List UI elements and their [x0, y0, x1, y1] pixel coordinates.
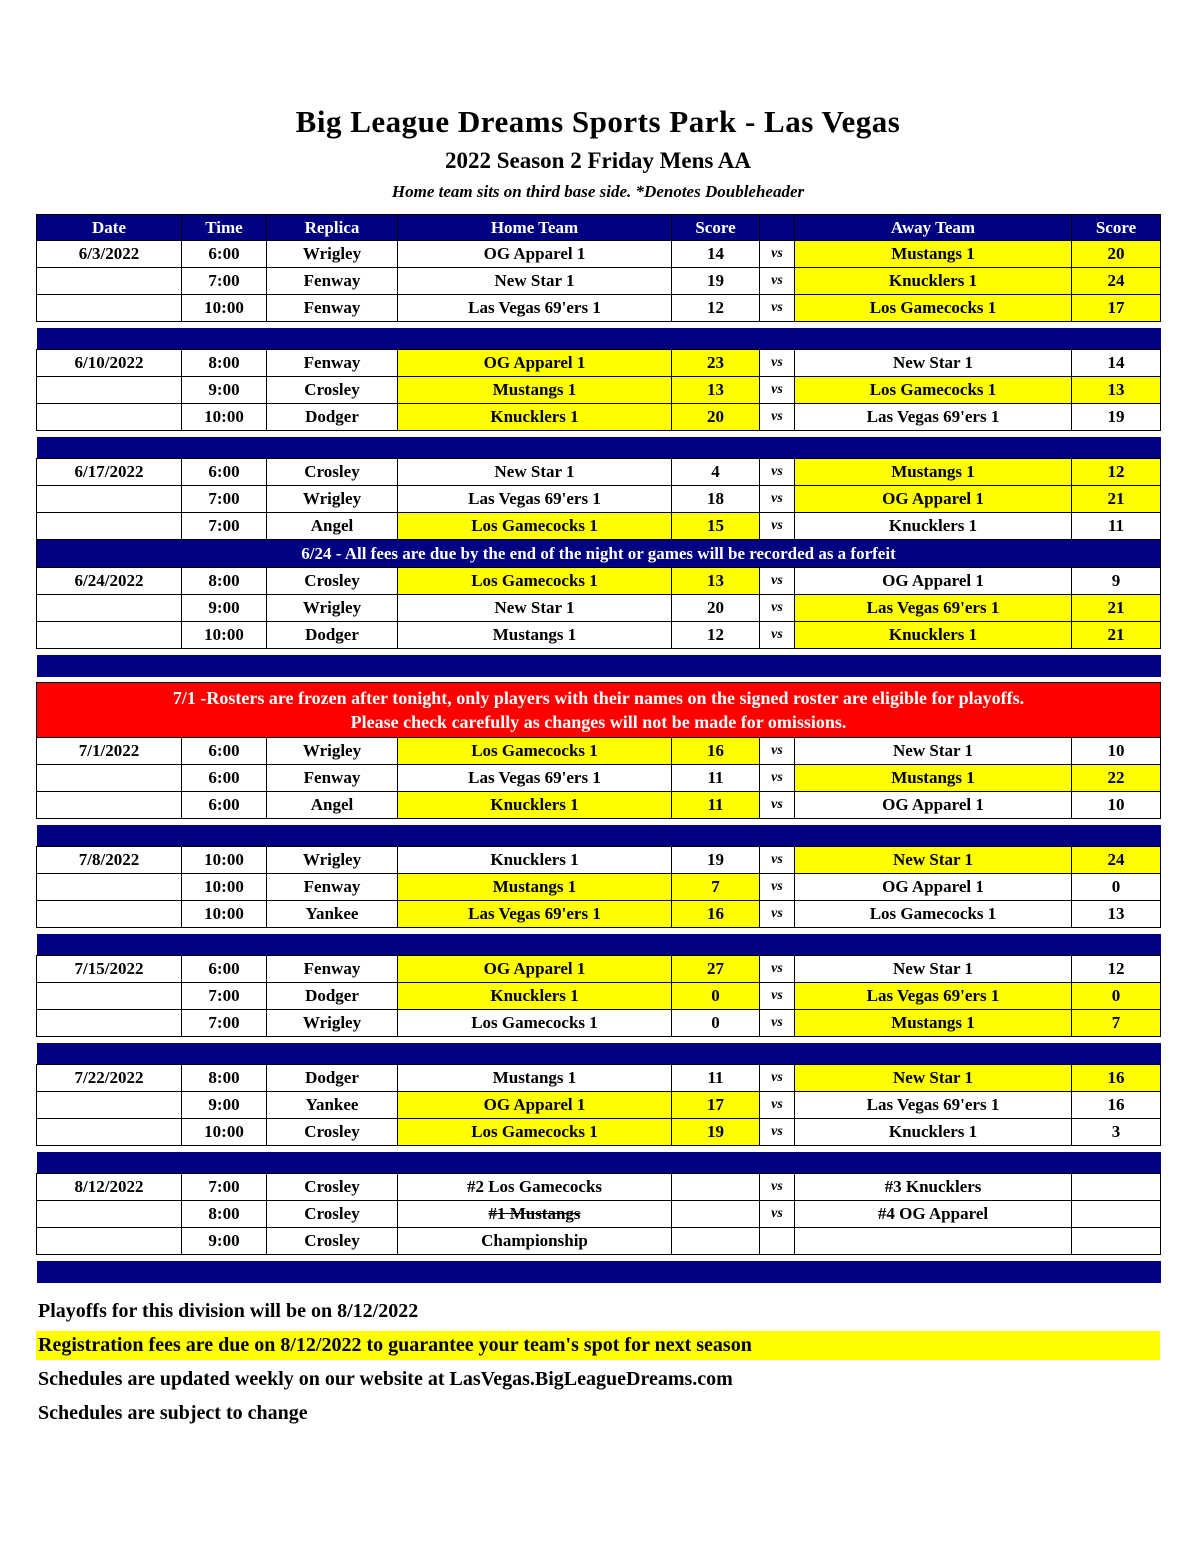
time-cell: 10:00	[182, 874, 267, 901]
away-score-cell	[1072, 1228, 1161, 1255]
time-cell: 6:00	[182, 792, 267, 819]
vs-cell	[760, 1228, 795, 1255]
home-team-cell: Los Gamecocks 1	[398, 568, 672, 595]
home-team-cell: New Star 1	[398, 459, 672, 486]
date-cell: 8/12/2022	[37, 1174, 182, 1201]
date-cell	[37, 622, 182, 649]
column-header-home-team: Home Team	[398, 215, 672, 241]
away-team-cell: Mustangs 1	[795, 765, 1072, 792]
separator-row	[37, 328, 1161, 350]
date-cell: 7/1/2022	[37, 738, 182, 765]
home-score-cell: 20	[672, 595, 760, 622]
time-cell: 6:00	[182, 738, 267, 765]
home-score-cell: 13	[672, 377, 760, 404]
separator-row	[37, 437, 1161, 459]
time-cell: 10:00	[182, 901, 267, 928]
replica-cell: Wrigley	[267, 1010, 398, 1037]
home-team-cell: #1 Mustangs	[398, 1201, 672, 1228]
away-score-cell: 14	[1072, 350, 1161, 377]
time-cell: 10:00	[182, 404, 267, 431]
away-score-cell: 11	[1072, 513, 1161, 540]
column-header-time: Time	[182, 215, 267, 241]
vs-cell: vs	[760, 983, 795, 1010]
home-team-cell: Knucklers 1	[398, 792, 672, 819]
vs-cell: vs	[760, 513, 795, 540]
game-row	[37, 404, 1161, 431]
away-score-cell: 12	[1072, 459, 1161, 486]
footer-note-highlighted: Registration fees are due on 8/12/2022 to guarantee your team's spot for next season	[36, 1331, 1160, 1360]
vs-cell: vs	[760, 241, 795, 268]
away-team-cell: Los Gamecocks 1	[795, 377, 1072, 404]
vs-cell: vs	[760, 1201, 795, 1228]
column-header-score: Score	[672, 215, 760, 241]
away-score-cell: 17	[1072, 295, 1161, 322]
time-cell: 7:00	[182, 1010, 267, 1037]
game-row	[37, 1092, 1161, 1119]
time-cell: 8:00	[182, 1201, 267, 1228]
away-score-cell: 7	[1072, 1010, 1161, 1037]
away-team-cell: Mustangs 1	[795, 241, 1072, 268]
game-row	[37, 1228, 1161, 1255]
separator-row	[37, 825, 1161, 847]
away-score-cell: 13	[1072, 377, 1161, 404]
footer-note: Schedules are subject to change	[38, 1401, 308, 1424]
away-score-cell	[1072, 1174, 1161, 1201]
notice-banner-row	[37, 540, 1161, 568]
date-cell: 6/24/2022	[37, 568, 182, 595]
away-team-cell: Mustangs 1	[795, 1010, 1072, 1037]
game-row	[37, 295, 1161, 322]
separator-band	[37, 1152, 1161, 1174]
away-team-cell: Knucklers 1	[795, 1119, 1072, 1146]
time-cell: 9:00	[182, 595, 267, 622]
date-cell: 6/17/2022	[37, 459, 182, 486]
schedule-table-head-row	[37, 215, 1161, 241]
replica-cell: Dodger	[267, 404, 398, 431]
home-team-cell: OG Apparel 1	[398, 956, 672, 983]
game-row	[37, 241, 1161, 268]
replica-cell: Wrigley	[267, 738, 398, 765]
game-row	[37, 1174, 1161, 1201]
vs-cell: vs	[760, 1092, 795, 1119]
away-team-cell: #3 Knucklers	[795, 1174, 1072, 1201]
vs-cell: vs	[760, 847, 795, 874]
home-score-cell: 13	[672, 568, 760, 595]
away-team-cell: New Star 1	[795, 847, 1072, 874]
home-team-cell: Knucklers 1	[398, 404, 672, 431]
home-team-cell: #2 Los Gamecocks	[398, 1174, 672, 1201]
time-cell: 6:00	[182, 765, 267, 792]
date-cell	[37, 765, 182, 792]
separator-band	[37, 934, 1161, 956]
home-team-cell: Mustangs 1	[398, 1065, 672, 1092]
vs-cell: vs	[760, 1119, 795, 1146]
separator-band	[37, 1261, 1161, 1283]
separator-row	[37, 1043, 1161, 1065]
time-cell: 9:00	[182, 1092, 267, 1119]
replica-cell: Angel	[267, 513, 398, 540]
vs-cell: vs	[760, 765, 795, 792]
home-team-cell: Championship	[398, 1228, 672, 1255]
home-team-cell: OG Apparel 1	[398, 1092, 672, 1119]
home-score-cell: 18	[672, 486, 760, 513]
replica-cell: Yankee	[267, 901, 398, 928]
replica-cell: Crosley	[267, 459, 398, 486]
date-cell	[37, 295, 182, 322]
home-score-cell	[672, 1201, 760, 1228]
away-team-cell: New Star 1	[795, 350, 1072, 377]
home-team-cell: New Star 1	[398, 268, 672, 295]
home-score-cell: 14	[672, 241, 760, 268]
home-score-cell	[672, 1174, 760, 1201]
home-team-cell: Las Vegas 69'ers 1	[398, 486, 672, 513]
away-team-cell: Las Vegas 69'ers 1	[795, 404, 1072, 431]
home-team-cell: Mustangs 1	[398, 622, 672, 649]
time-cell: 9:00	[182, 1228, 267, 1255]
column-header-replica: Replica	[267, 215, 398, 241]
time-cell: 8:00	[182, 1065, 267, 1092]
game-row	[37, 459, 1161, 486]
game-row	[37, 874, 1161, 901]
game-row	[37, 765, 1161, 792]
home-team-cell: Las Vegas 69'ers 1	[398, 295, 672, 322]
date-cell	[37, 595, 182, 622]
vs-cell: vs	[760, 622, 795, 649]
away-score-cell: 16	[1072, 1092, 1161, 1119]
home-score-cell: 19	[672, 268, 760, 295]
separator-band	[37, 825, 1161, 847]
separator-row	[37, 1261, 1161, 1283]
date-cell	[37, 377, 182, 404]
home-team-note: Home team sits on third base side. *Denotes Doubleheader	[391, 182, 805, 201]
separator-row	[37, 1152, 1161, 1174]
replica-cell: Wrigley	[267, 486, 398, 513]
home-team-cell: Los Gamecocks 1	[398, 1010, 672, 1037]
footer-note: Playoffs for this division will be on 8/12/2022	[38, 1299, 419, 1322]
game-row	[37, 350, 1161, 377]
away-team-cell	[795, 1228, 1072, 1255]
home-score-cell: 11	[672, 1065, 760, 1092]
game-row	[37, 738, 1161, 765]
home-team-cell: OG Apparel 1	[398, 350, 672, 377]
game-row	[37, 956, 1161, 983]
replica-cell: Wrigley	[267, 241, 398, 268]
away-team-cell: #4 OG Apparel	[795, 1201, 1072, 1228]
replica-cell: Dodger	[267, 622, 398, 649]
home-score-cell: 20	[672, 404, 760, 431]
vs-cell: vs	[760, 377, 795, 404]
game-row	[37, 513, 1161, 540]
replica-cell: Fenway	[267, 874, 398, 901]
replica-cell: Fenway	[267, 268, 398, 295]
home-score-cell	[672, 1228, 760, 1255]
game-row	[37, 1010, 1161, 1037]
date-cell	[37, 1092, 182, 1119]
away-team-cell: OG Apparel 1	[795, 874, 1072, 901]
away-team-cell: Las Vegas 69'ers 1	[795, 983, 1072, 1010]
date-cell	[37, 1228, 182, 1255]
separator-band	[37, 328, 1161, 350]
replica-cell: Fenway	[267, 765, 398, 792]
date-cell: 6/3/2022	[37, 241, 182, 268]
separator-row	[37, 934, 1161, 956]
away-score-cell: 0	[1072, 983, 1161, 1010]
home-score-cell: 19	[672, 847, 760, 874]
home-team-cell: Los Gamecocks 1	[398, 738, 672, 765]
home-score-cell: 15	[672, 513, 760, 540]
replica-cell: Fenway	[267, 956, 398, 983]
away-score-cell: 21	[1072, 486, 1161, 513]
date-cell: 7/22/2022	[37, 1065, 182, 1092]
date-cell: 6/10/2022	[37, 350, 182, 377]
game-row	[37, 1065, 1161, 1092]
vs-cell: vs	[760, 595, 795, 622]
game-row	[37, 486, 1161, 513]
page-subtitle: 2022 Season 2 Friday Mens AA	[444, 148, 752, 173]
game-row	[37, 847, 1161, 874]
away-team-cell: Las Vegas 69'ers 1	[795, 595, 1072, 622]
date-cell: 7/8/2022	[37, 847, 182, 874]
time-cell: 10:00	[182, 622, 267, 649]
date-cell	[37, 513, 182, 540]
home-team-cell: Knucklers 1	[398, 847, 672, 874]
alert-banner-line: 7/1 -Rosters are frozen after tonight, only players with their names on the signed roster are eligible for playoffs.	[172, 688, 1025, 708]
away-score-cell: 13	[1072, 901, 1161, 928]
home-score-cell: 11	[672, 765, 760, 792]
replica-cell: Crosley	[267, 1228, 398, 1255]
away-score-cell: 21	[1072, 622, 1161, 649]
column-header-date: Date	[37, 215, 182, 241]
home-score-cell: 0	[672, 1010, 760, 1037]
date-cell: 7/15/2022	[37, 956, 182, 983]
home-team-cell: Mustangs 1	[398, 874, 672, 901]
home-score-cell: 19	[672, 1119, 760, 1146]
away-team-cell: Los Gamecocks 1	[795, 295, 1072, 322]
home-team-cell: Las Vegas 69'ers 1	[398, 765, 672, 792]
away-score-cell: 22	[1072, 765, 1161, 792]
vs-cell: vs	[760, 568, 795, 595]
away-team-cell: Las Vegas 69'ers 1	[795, 1092, 1072, 1119]
game-row	[37, 1201, 1161, 1228]
separator-band	[37, 1043, 1161, 1065]
replica-cell: Crosley	[267, 1119, 398, 1146]
vs-cell: vs	[760, 486, 795, 513]
away-team-cell: New Star 1	[795, 956, 1072, 983]
home-score-cell: 16	[672, 738, 760, 765]
alert-banner-row	[37, 683, 1161, 738]
alert-banner-line: Please check carefully as changes will not be made for omissions.	[350, 712, 847, 732]
date-cell	[37, 901, 182, 928]
time-cell: 7:00	[182, 1174, 267, 1201]
replica-cell: Angel	[267, 792, 398, 819]
vs-cell: vs	[760, 901, 795, 928]
away-score-cell: 3	[1072, 1119, 1161, 1146]
game-row	[37, 595, 1161, 622]
vs-cell: vs	[760, 1174, 795, 1201]
time-cell: 6:00	[182, 956, 267, 983]
separator-band	[37, 655, 1161, 677]
away-team-cell: OG Apparel 1	[795, 792, 1072, 819]
alert-banner-text	[37, 683, 1161, 738]
time-cell: 7:00	[182, 268, 267, 295]
date-cell	[37, 792, 182, 819]
away-team-cell: Mustangs 1	[795, 459, 1072, 486]
away-score-cell: 12	[1072, 956, 1161, 983]
vs-cell: vs	[760, 792, 795, 819]
replica-cell: Fenway	[267, 350, 398, 377]
game-row	[37, 901, 1161, 928]
replica-cell: Crosley	[267, 568, 398, 595]
away-score-cell: 16	[1072, 1065, 1161, 1092]
game-row	[37, 568, 1161, 595]
home-score-cell: 11	[672, 792, 760, 819]
game-row	[37, 983, 1161, 1010]
date-cell	[37, 874, 182, 901]
date-cell	[37, 404, 182, 431]
date-cell	[37, 1119, 182, 1146]
page-title: Big League Dreams Sports Park - Las Vegas	[295, 104, 901, 139]
vs-cell: vs	[760, 295, 795, 322]
home-score-cell: 4	[672, 459, 760, 486]
game-row	[37, 1119, 1161, 1146]
replica-cell: Dodger	[267, 983, 398, 1010]
footer-note: Schedules are updated weekly on our website at LasVegas.BigLeagueDreams.com	[38, 1367, 733, 1390]
home-score-cell: 23	[672, 350, 760, 377]
date-cell	[37, 983, 182, 1010]
away-team-cell: OG Apparel 1	[795, 568, 1072, 595]
schedule-table-body	[37, 241, 1161, 1283]
replica-cell: Yankee	[267, 1092, 398, 1119]
away-score-cell: 21	[1072, 595, 1161, 622]
vs-cell: vs	[760, 956, 795, 983]
away-team-cell: Knucklers 1	[795, 513, 1072, 540]
time-cell: 8:00	[182, 568, 267, 595]
column-header-vs	[760, 215, 795, 241]
home-score-cell: 16	[672, 901, 760, 928]
away-score-cell: 20	[1072, 241, 1161, 268]
time-cell: 6:00	[182, 241, 267, 268]
time-cell: 10:00	[182, 295, 267, 322]
schedule-table	[36, 214, 1161, 1283]
home-score-cell: 12	[672, 622, 760, 649]
game-row	[37, 792, 1161, 819]
home-team-cell: Los Gamecocks 1	[398, 513, 672, 540]
date-cell	[37, 268, 182, 295]
replica-cell: Crosley	[267, 1174, 398, 1201]
home-team-cell: Mustangs 1	[398, 377, 672, 404]
away-score-cell	[1072, 1201, 1161, 1228]
away-team-cell: Knucklers 1	[795, 268, 1072, 295]
home-team-cell: Knucklers 1	[398, 983, 672, 1010]
vs-cell: vs	[760, 738, 795, 765]
time-cell: 10:00	[182, 1119, 267, 1146]
separator-band	[37, 437, 1161, 459]
away-score-cell: 24	[1072, 847, 1161, 874]
notice-banner-text: 6/24 - All fees are due by the end of the night or games will be recorded as a forfeit	[37, 540, 1161, 568]
away-team-cell: Knucklers 1	[795, 622, 1072, 649]
home-team-cell: New Star 1	[398, 595, 672, 622]
replica-cell: Fenway	[267, 295, 398, 322]
replica-cell: Wrigley	[267, 847, 398, 874]
time-cell: 10:00	[182, 847, 267, 874]
date-cell	[37, 1201, 182, 1228]
vs-cell: vs	[760, 404, 795, 431]
vs-cell: vs	[760, 350, 795, 377]
separator-row	[37, 655, 1161, 677]
home-score-cell: 12	[672, 295, 760, 322]
away-score-cell: 0	[1072, 874, 1161, 901]
home-team-cell: Las Vegas 69'ers 1	[398, 901, 672, 928]
replica-cell: Crosley	[267, 1201, 398, 1228]
time-cell: 7:00	[182, 486, 267, 513]
vs-cell: vs	[760, 874, 795, 901]
column-header-score: Score	[1072, 215, 1161, 241]
away-team-cell: New Star 1	[795, 738, 1072, 765]
away-team-cell: New Star 1	[795, 1065, 1072, 1092]
time-cell: 7:00	[182, 983, 267, 1010]
home-score-cell: 27	[672, 956, 760, 983]
game-row	[37, 622, 1161, 649]
date-cell	[37, 1010, 182, 1037]
vs-cell: vs	[760, 1010, 795, 1037]
home-score-cell: 7	[672, 874, 760, 901]
vs-cell: vs	[760, 268, 795, 295]
replica-cell: Wrigley	[267, 595, 398, 622]
away-score-cell: 19	[1072, 404, 1161, 431]
home-score-cell: 17	[672, 1092, 760, 1119]
home-score-cell: 0	[672, 983, 760, 1010]
replica-cell: Dodger	[267, 1065, 398, 1092]
away-score-cell: 10	[1072, 792, 1161, 819]
date-cell	[37, 486, 182, 513]
away-score-cell: 10	[1072, 738, 1161, 765]
footer-notes	[36, 1297, 1160, 1428]
away-score-cell: 24	[1072, 268, 1161, 295]
vs-cell: vs	[760, 459, 795, 486]
time-cell: 9:00	[182, 377, 267, 404]
away-team-cell: Los Gamecocks 1	[795, 901, 1072, 928]
time-cell: 8:00	[182, 350, 267, 377]
away-score-cell: 9	[1072, 568, 1161, 595]
game-row	[37, 268, 1161, 295]
time-cell: 6:00	[182, 459, 267, 486]
column-header-away-team: Away Team	[795, 215, 1072, 241]
vs-cell: vs	[760, 1065, 795, 1092]
game-row	[37, 377, 1161, 404]
replica-cell: Crosley	[267, 377, 398, 404]
home-team-cell: Los Gamecocks 1	[398, 1119, 672, 1146]
home-team-cell: OG Apparel 1	[398, 241, 672, 268]
time-cell: 7:00	[182, 513, 267, 540]
away-team-cell: OG Apparel 1	[795, 486, 1072, 513]
